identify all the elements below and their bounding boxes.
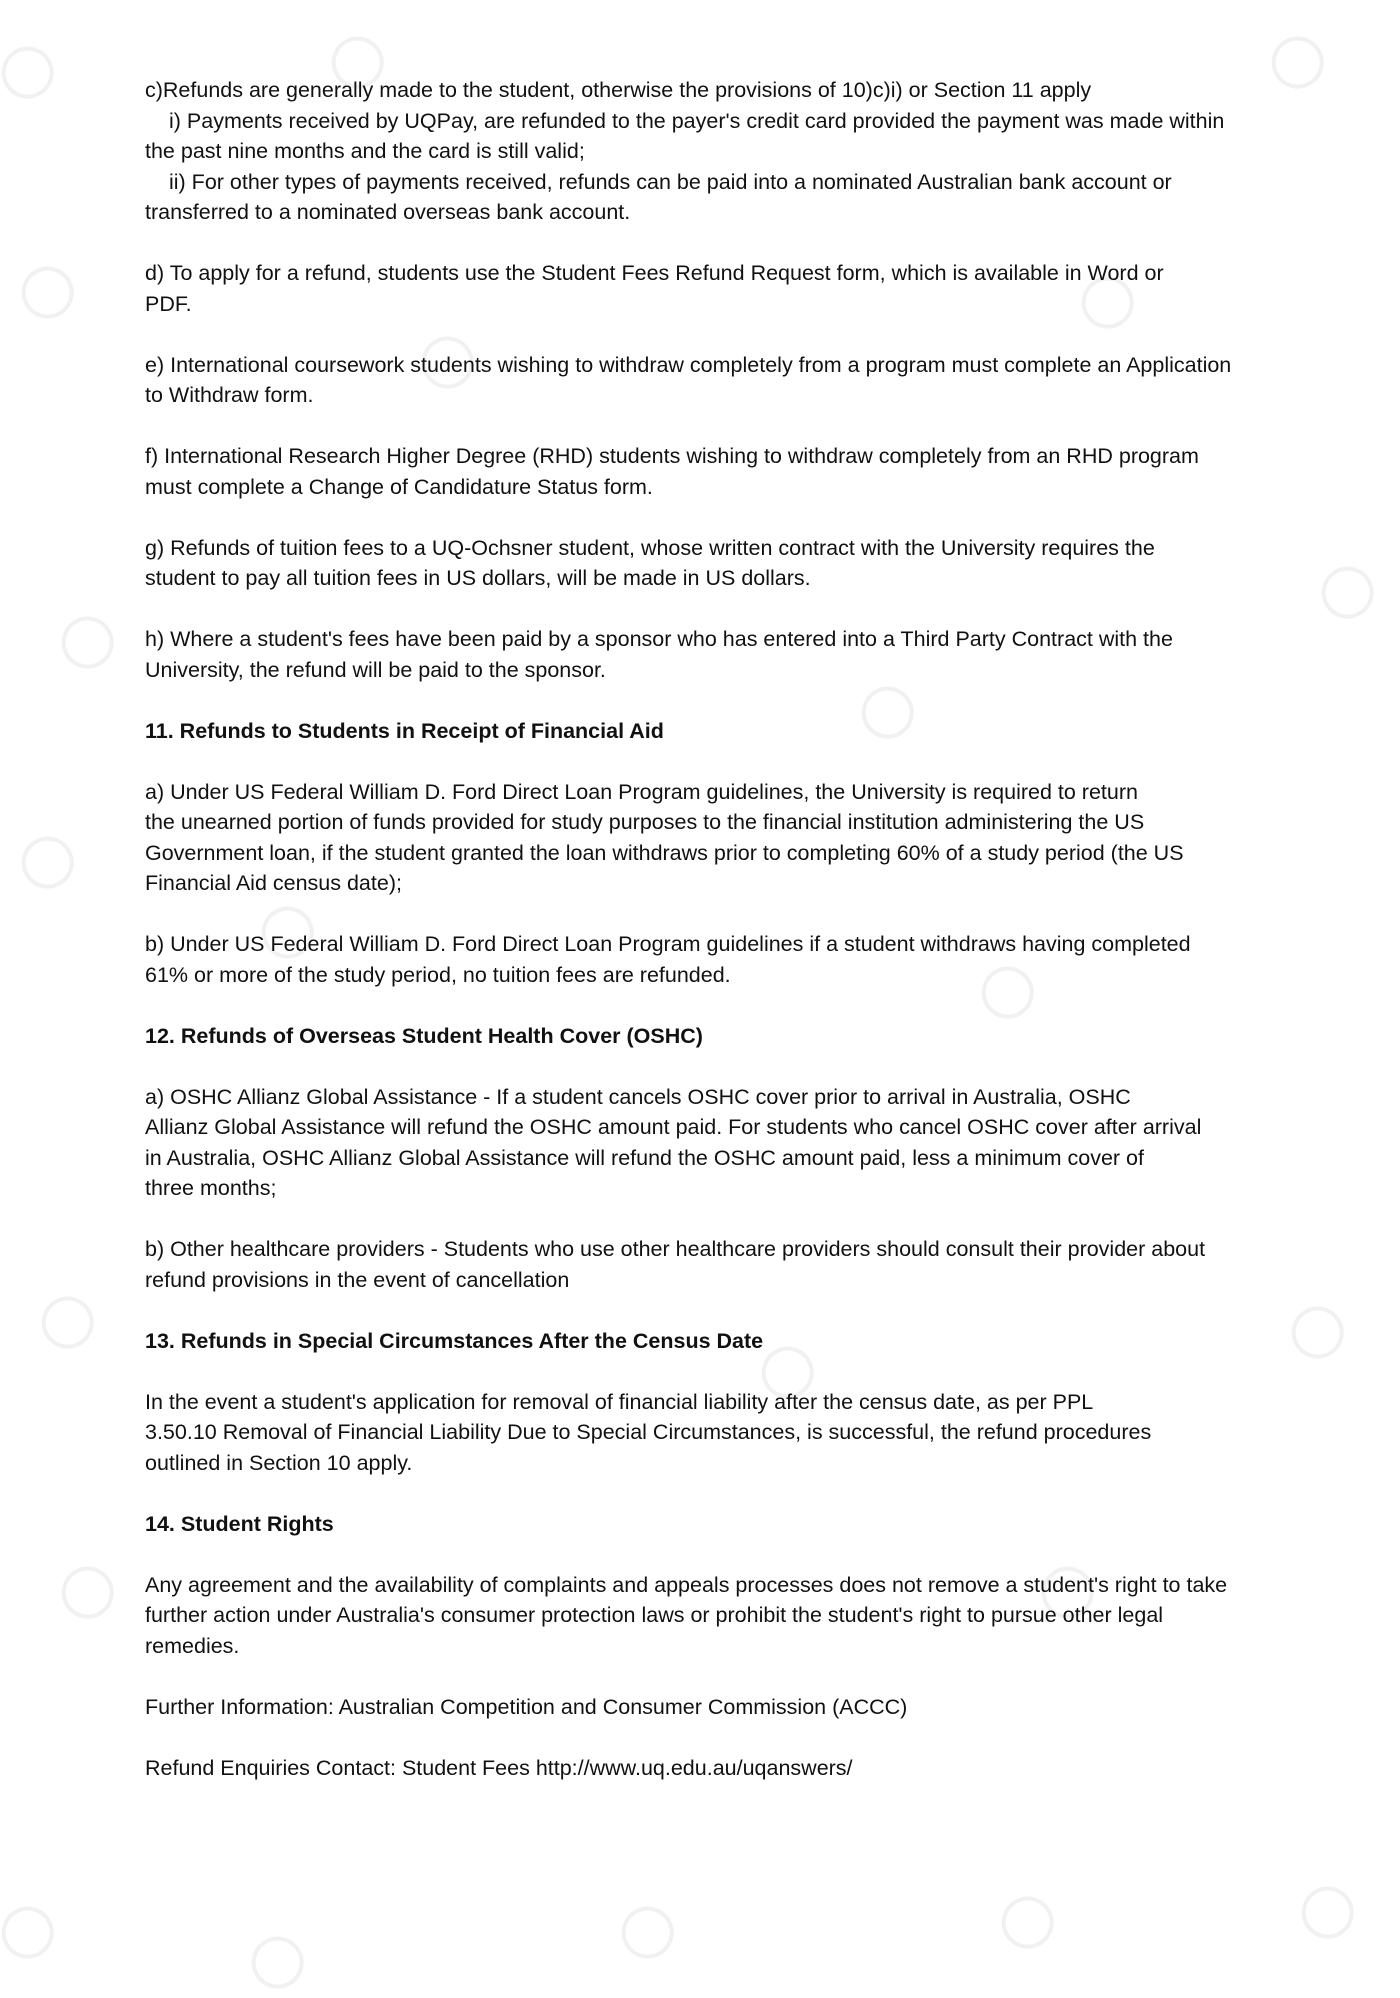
section-11-item-b — [145, 929, 1345, 990]
paragraph-line: student to pay all tuition fees in US dollars, will be made in US dollars. — [145, 566, 811, 590]
paragraph-line: a) Under US Federal William D. Ford Direct Loan Program guidelines, the University is required to return — [145, 779, 1138, 804]
section-heading: 11. Refunds to Students in Receipt of Financial Aid — [145, 718, 664, 743]
watermark-seal-icon — [0, 29, 70, 107]
paragraph-line: In the event a student's application for removal of financial liability after the census date, as per PPL — [145, 1389, 1094, 1414]
section-13-body — [145, 1387, 1345, 1479]
refund-contact-url: http://www.uq.edu.au/uqanswers/ — [535, 1755, 853, 1780]
section-heading: 13. Refunds in Special Circumstances After the Census Date — [145, 1328, 764, 1353]
paragraph-line: refund provisions in the event of cancellation — [145, 1267, 570, 1292]
section-12-item-a — [145, 1082, 1345, 1204]
section-10-item-d — [145, 258, 1345, 319]
paragraph-line: e) International coursework students wishing to withdraw completely from a program must complete an Application — [145, 352, 1232, 377]
section-10-item-c — [145, 75, 1345, 228]
section-10-item-h — [145, 624, 1345, 685]
paragraph-line: h) Where a student's fees have been paid by a sponsor who has entered into a Third Party Contract with the — [145, 627, 1173, 651]
watermark-seal-icon — [610, 1889, 690, 1967]
paragraph-line: g) Refunds of tuition fees to a UQ-Ochsner student, whose written contract with the University requires the — [145, 535, 1155, 560]
paragraph-line: University, the refund will be paid to the sponsor. — [145, 657, 606, 682]
paragraph-line: must complete a Change of Candidature Status form. — [145, 474, 653, 499]
refund-contact-label: Refund Enquiries Contact: Student Fees — [145, 1755, 536, 1780]
section-11-heading-block — [145, 716, 1345, 747]
watermark-seal-icon — [30, 1279, 110, 1357]
paragraph-line: the past nine months and the card is still valid; — [145, 139, 585, 163]
paragraph-line: transferred to a nominated overseas bank account. — [145, 200, 631, 224]
refund-enquiries — [145, 1753, 1345, 1784]
section-13-heading-block — [145, 1326, 1345, 1357]
further-info-line: Further Information: Australian Competition and Consumer Commission (ACCC) — [145, 1694, 908, 1719]
watermark-seal-icon — [1290, 1869, 1370, 1947]
watermark-seal-icon — [240, 1919, 320, 1997]
section-10-item-g — [145, 533, 1345, 594]
paragraph-line: 61% or more of the study period, no tuition fees are refunded. — [145, 962, 731, 987]
paragraph-line: b) Other healthcare providers - Students who use other healthcare providers should consult their provider about — [145, 1237, 1206, 1261]
paragraph-line: ii) For other types of payments received, refunds can be paid into a nominated Australian bank account or — [169, 169, 1172, 194]
section-heading: 14. Student Rights — [145, 1511, 334, 1536]
paragraph-line: outlined in Section 10 apply. — [145, 1450, 413, 1475]
paragraph-line: b) Under US Federal William D. Ford Direct Loan Program guidelines if a student withdraws having completed — [145, 932, 1191, 956]
section-12-heading-block — [145, 1021, 1345, 1052]
section-11-item-a — [145, 777, 1345, 899]
paragraph-line: i) Payments received by UQPay, are refunded to the payer's credit card provided the payment was made within — [169, 108, 1225, 133]
section-heading: 12. Refunds of Overseas Student Health Cover (OSHC) — [145, 1023, 703, 1048]
paragraph-line: Allianz Global Assistance will refund the OSHC amount paid. For students who cancel OSHC cover after arrival — [145, 1115, 1202, 1139]
paragraph-line: d) To apply for a refund, students use the Student Fees Refund Request form, which is available in Word or — [145, 261, 1164, 285]
paragraph-line: remedies. — [145, 1633, 240, 1658]
paragraph-line: Any agreement and the availability of complaints and appeals processes does not remove a student's right to take — [145, 1572, 1228, 1597]
paragraph-line: f) International Research Higher Degree (RHD) students wishing to withdraw completely from an RHD program — [145, 444, 1199, 468]
watermark-seal-icon — [50, 1549, 130, 1627]
paragraph-line: further action under Australia's consumer protection laws or prohibit the student's right to pursue other legal — [145, 1603, 1164, 1627]
paragraph-line: the unearned portion of funds provided for study purposes to the financial institution administering the US — [145, 810, 1145, 834]
paragraph-line: Government loan, if the student granted the loan withdraws prior to completing 60% of a study period (the US — [145, 840, 1184, 865]
section-10-item-f — [145, 441, 1345, 502]
watermark-seal-icon — [0, 1889, 70, 1967]
watermark-seal-icon — [10, 819, 90, 897]
paragraph-line: Financial Aid census date); — [145, 871, 402, 895]
section-12-item-b — [145, 1234, 1345, 1295]
refund-contact-line — [145, 1753, 1345, 1784]
paragraph-line: PDF. — [145, 291, 192, 316]
paragraph-line: c)Refunds are generally made to the student, otherwise the provisions of 10)c)i) or Section 11 apply — [145, 78, 1092, 102]
paragraph-line: a) OSHC Allianz Global Assistance - If a student cancels OSHC cover prior to arrival in Australia, OSHC — [145, 1084, 1131, 1109]
paragraph-line: in Australia, OSHC Allianz Global Assistance will refund the OSHC amount paid, less a minimum cover of — [145, 1145, 1144, 1170]
paragraph-line: 3.50.10 Removal of Financial Liability Due to Special Circumstances, is successful, the refund procedures — [145, 1420, 1152, 1444]
watermark-seal-icon — [990, 1879, 1070, 1957]
further-information — [145, 1692, 1345, 1723]
section-14-heading-block — [145, 1509, 1345, 1540]
section-10-item-e — [145, 350, 1345, 411]
section-14-body — [145, 1570, 1345, 1662]
document-page — [145, 75, 1345, 1814]
paragraph-line: to Withdraw form. — [145, 383, 314, 407]
watermark-seal-icon — [50, 599, 130, 677]
watermark-seal-icon — [10, 249, 90, 327]
paragraph-line: three months; — [145, 1176, 277, 1200]
